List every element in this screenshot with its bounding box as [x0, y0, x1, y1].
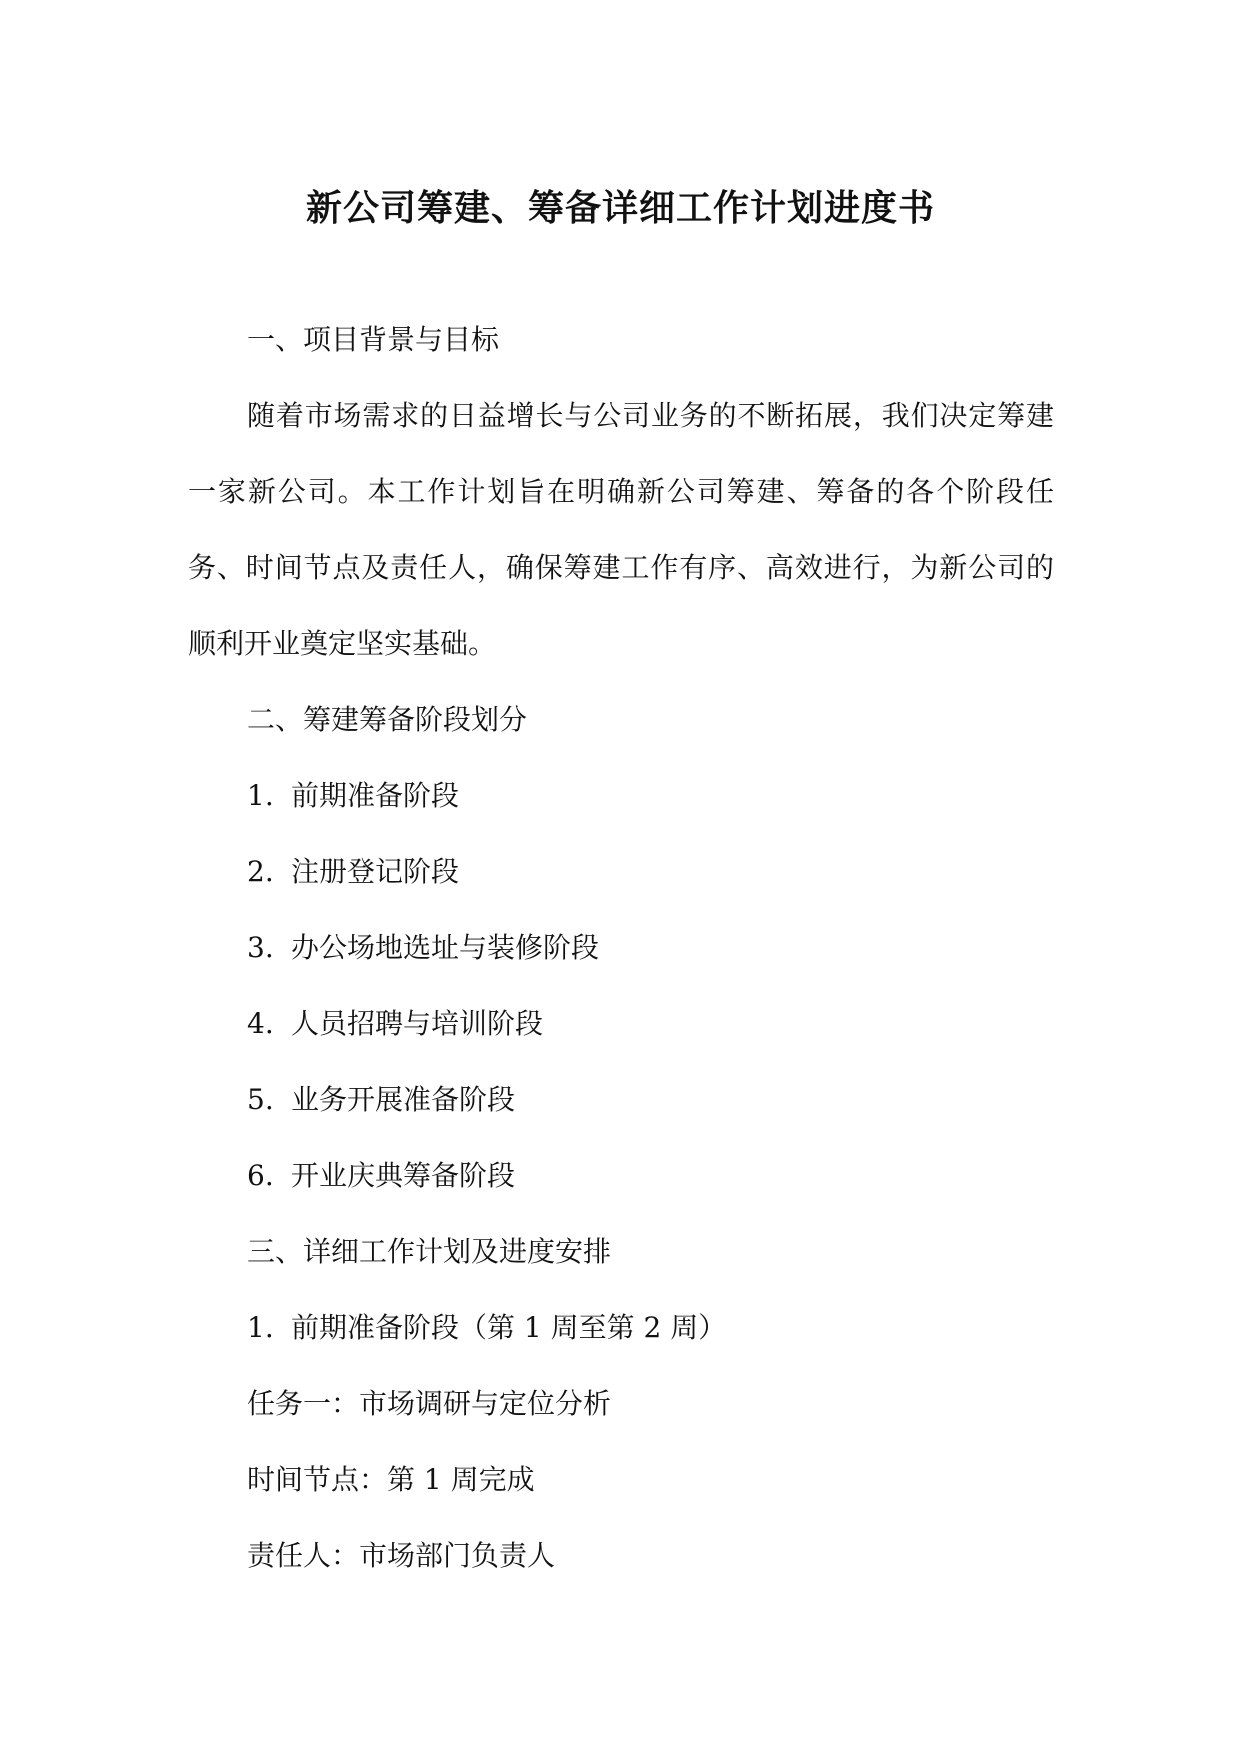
list-number: 3. — [247, 931, 274, 964]
owner-line: 责任人：市场部门负责人 — [247, 1539, 556, 1572]
time-node-line: 时间节点：第 1 周完成 — [247, 1463, 535, 1496]
list-number: 4. — [247, 1007, 274, 1040]
list-text: 开业庆典筹备阶段 — [291, 1159, 516, 1192]
list-item — [188, 834, 1054, 910]
list-text: 业务开展准备阶段 — [291, 1083, 516, 1116]
task-line: 任务一：市场调研与定位分析 — [247, 1387, 612, 1420]
list-text: 前期准备阶段 — [291, 779, 460, 812]
list-text: 注册登记阶段 — [291, 855, 460, 888]
list-item — [188, 1138, 1054, 1214]
list-number: 1. — [247, 1311, 274, 1344]
list-item — [188, 986, 1054, 1062]
list-item — [188, 758, 1054, 834]
subsection-heading — [188, 1290, 1054, 1366]
list-number: 5. — [247, 1083, 274, 1116]
list-number: 1. — [247, 779, 274, 812]
list-text: 办公场地选址与装修阶段 — [291, 931, 600, 964]
section-heading-3: 三、详细工作计划及进度安排 — [247, 1235, 612, 1268]
subsection-text: 前期准备阶段（第 1 周至第 2 周） — [291, 1311, 727, 1344]
list-number: 2. — [247, 855, 274, 888]
list-item — [188, 1062, 1054, 1138]
background-paragraph: 随着市场需求的日益增长与公司业务的不断拓展，我们决定筹建一家新公司。本工作计划旨在明确新公司筹建、筹备的各个阶段任务、时间节点及责任人，确保筹建工作有序、高效进行，为新公司的顺利开业奠定坚实基础。 — [188, 399, 1054, 660]
section-heading-1: 一、项目背景与目标 — [247, 323, 500, 356]
list-item — [188, 910, 1054, 986]
list-number: 6. — [247, 1159, 274, 1192]
document-body — [188, 302, 1054, 1594]
document-title: 新公司筹建、筹备详细工作计划进度书 — [305, 187, 935, 229]
list-text: 人员招聘与培训阶段 — [291, 1007, 544, 1040]
section-heading-2: 二、筹建筹备阶段划分 — [247, 703, 528, 736]
